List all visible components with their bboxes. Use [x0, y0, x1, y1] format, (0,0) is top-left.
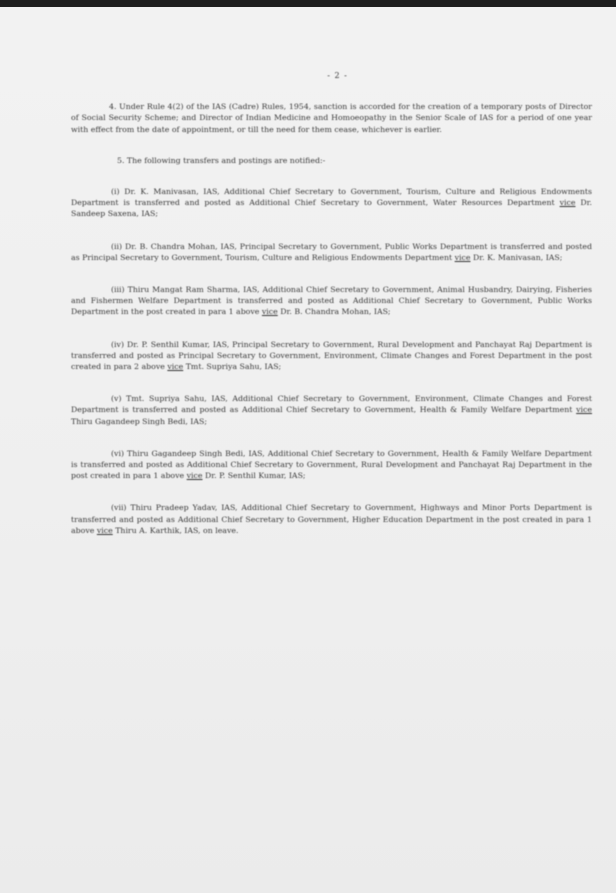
transfer-item-text: (vii) Thiru Pradeep Yadav, IAS, Additional Chief Secretary to Government, Highways and Minor Ports Department is transferred and posted as Additional Chief Secretary to Government, Higher Education Department in the post created in para 1 above	[71, 503, 592, 535]
transfer-item-text: (vi) Thiru Gagandeep Singh Bedi, IAS, Additional Chief Secretary to Government, Health & Family Welfare Department is transferred and posted as Additional Chief Secretary to Government, Rural Development and Panchayat Raj Department in the post created in para 1 above	[71, 448, 592, 481]
page-number: - 2 -	[327, 71, 348, 80]
transfer-item-6	[71, 448, 592, 482]
vice-label: vice	[96, 525, 113, 535]
transfer-item-text: (ii) Dr. B. Chandra Mohan, IAS, Principal Secretary to Government, Public Works Department is transferred and posted as Principal Secretary to Government, Tourism, Culture and Religious Endowments Department	[71, 241, 592, 262]
transfer-item-1	[71, 186, 592, 220]
document-content	[71, 70, 592, 557]
vice-label: vice	[261, 307, 278, 317]
transfer-item-end: Tmt. Supriya Sahu, IAS;	[185, 362, 282, 372]
vice-label: vice	[186, 471, 203, 481]
vice-label: vice	[559, 198, 576, 208]
transfer-item-text: (v) Tmt. Supriya Sahu, IAS, Additional Chief Secretary to Government, Environment, Climate Changes and Forest Department is transferred and posted as Additional Chief Secretary to Government, Health & Family Welfare Department	[71, 394, 592, 415]
transfer-item-text: (i) Dr. K. Manivasan, IAS, Additional Chief Secretary to Government, Tourism, Culture and Religious Endowments Department is transferred and posted as Additional Chief Secretary to Government, Water Resources Department	[71, 187, 592, 208]
transfer-item-text: (iii) Thiru Mangat Ram Sharma, IAS, Additional Chief Secretary to Government, Animal Husbandry, Dairying, Fisheries and Fishermen Welfare Department is transferred and posted as Additional Chief Secretary to Government, Public Works Department in the post created in para 1 above	[71, 285, 592, 317]
transfer-item-end: Dr. Sandeep Saxena, IAS;	[71, 198, 593, 219]
document-page	[0, 7, 616, 893]
transfer-item-end: Dr. B. Chandra Mohan, IAS;	[280, 307, 391, 317]
transfer-item-7	[71, 502, 592, 536]
paragraph-4: 4. Under Rule 4(2) of the IAS (Cadre) Rules, 1954, sanction is accorded for the creation of a temporary posts of Director of Social Security Scheme; and Director of Indian Medicine and Homoeopathy in the Senior Scale of IAS for a period of one year with effect from the date of appointment, or till the need for them cease, whichever is earlier.	[71, 102, 592, 134]
transfer-item-end: Dr. K. Manivasan, IAS;	[473, 252, 563, 262]
vice-label: vice	[167, 362, 184, 372]
top-dark-band	[0, 0, 616, 7]
transfer-item-4	[71, 339, 592, 373]
transfer-item-end: Dr. P. Senthil Kumar, IAS;	[205, 471, 306, 481]
transfer-item-5	[71, 393, 592, 427]
paragraph-5: 5. The following transfers and postings are notified:-	[117, 155, 326, 165]
transfer-item-2	[71, 241, 592, 263]
transfer-item-text: (iv) Dr. P. Senthil Kumar, IAS, Principal Secretary to Government, Rural Development and Panchayat Raj Department is transferred and posted as Principal Secretary to Government, Environment, Climate Changes and Forest Department in the post created in para 2 above	[71, 339, 592, 372]
transfer-item-end: Thiru Gagandeep Singh Bedi, IAS;	[71, 416, 207, 426]
vice-label: vice	[576, 405, 593, 415]
transfer-item-3	[71, 284, 592, 318]
transfer-item-end: Thiru A. Karthik, IAS, on leave.	[115, 525, 239, 535]
vice-label: vice	[454, 252, 471, 262]
